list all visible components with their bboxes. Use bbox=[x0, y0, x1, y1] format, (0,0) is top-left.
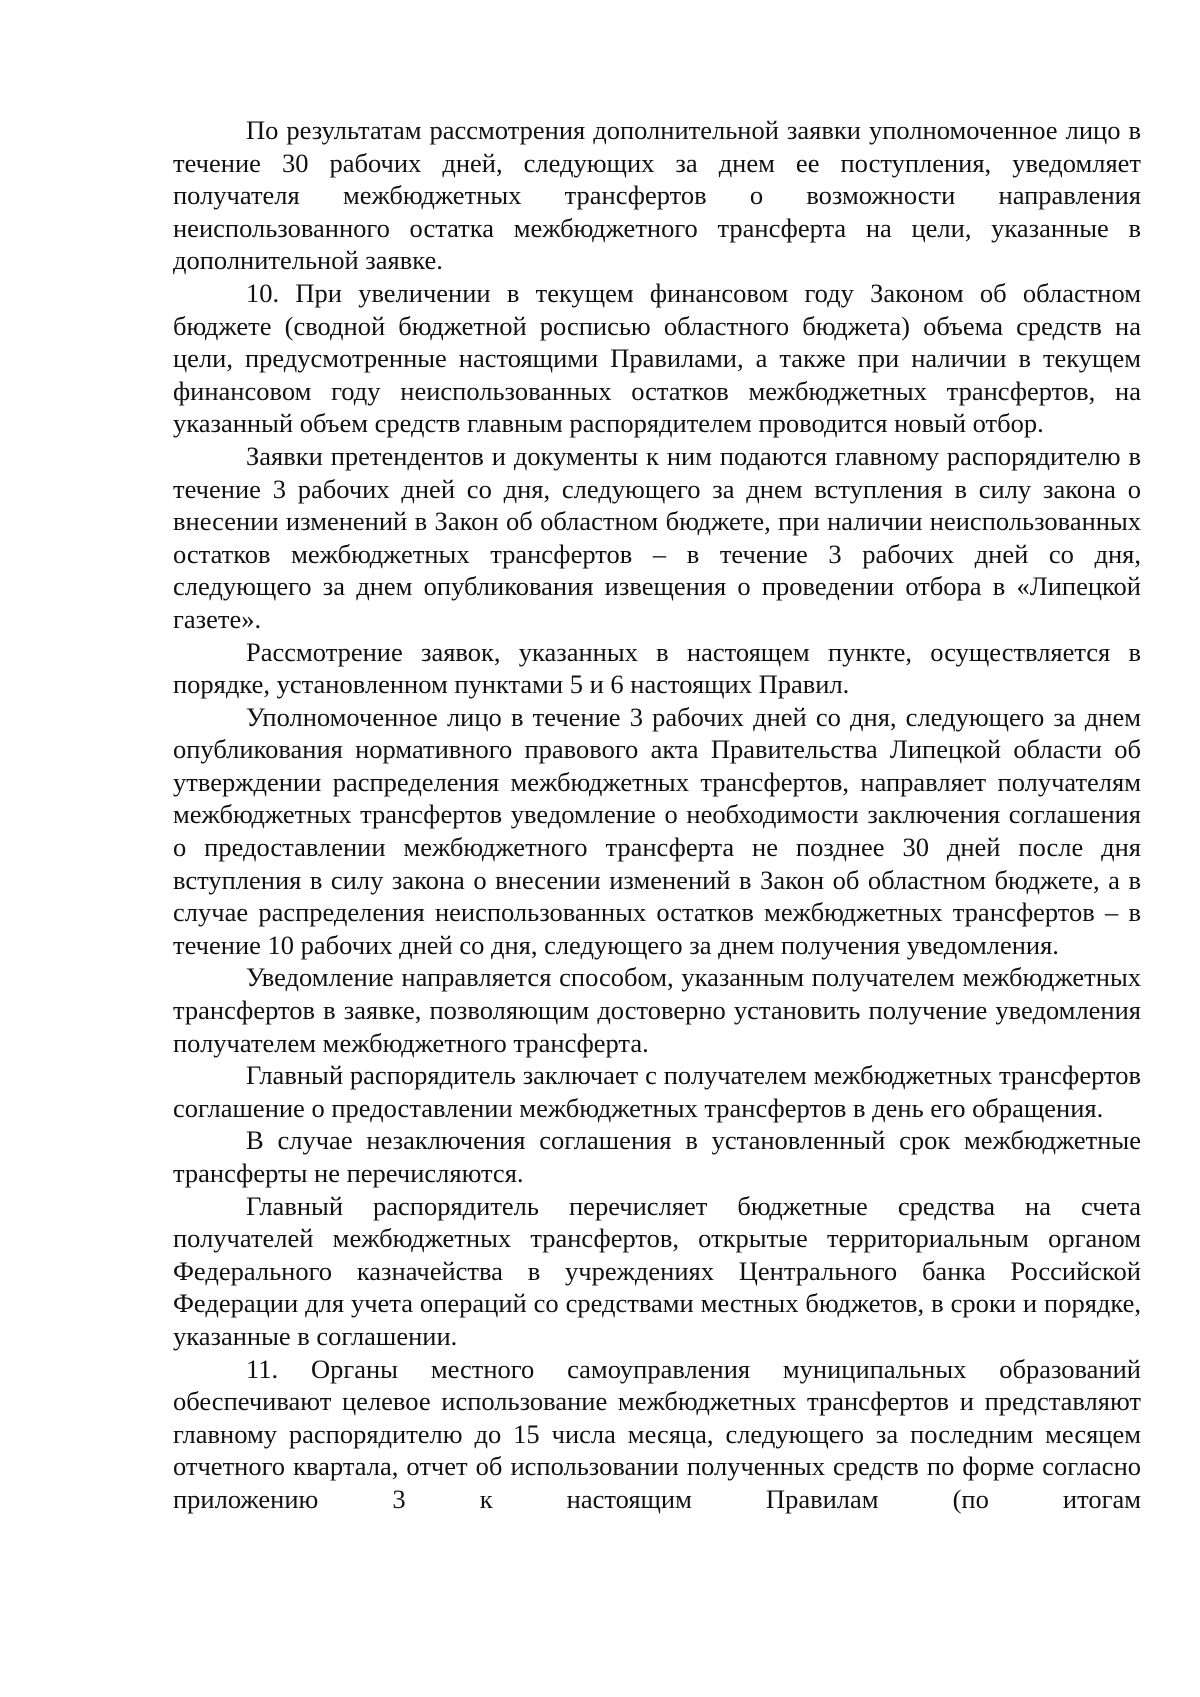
paragraph-1: По результатам рассмотрения дополнительной заявки уполномоченное лицо в течение 30 рабочих дней, следующих за днем ее поступления, уведомляет получателя межбюджетных трансфертов о возможности направления неиспользованного остатка межбюджетного трансферта на цели, указанные в дополнительной заявке. bbox=[173, 115, 1141, 276]
paragraph-3: Заявки претендентов и документы к ним подаются главному распорядителю в течение 3 рабочих дней со дня, следующего за днем вступления в силу закона о внесении изменений в Закон об областном бюджете, при наличии неиспользованных остатков межбюджетных трансфертов – в течение 3 рабочих дней со дня, следующего за днем опубликования извещения о проведении отбора в «Липецкой газете». bbox=[173, 440, 1141, 634]
paragraph-8: В случае незаключения соглашения в установленный срок межбюджетные трансферты не перечисляются. bbox=[173, 1125, 1141, 1188]
paragraph-6: Уведомление направляется способом, указанным получателем межбюджетных трансфертов в заявке, позволяющим достоверно установить получение уведомления получателем межбюджетного трансферта. bbox=[173, 962, 1141, 1058]
paragraph-7: Главный распорядитель заключает с получателем межбюджетных трансфертов соглашение о предоставлении межбюджетных трансфертов в день его обращения. bbox=[173, 1060, 1141, 1123]
paragraph-5: Уполномоченное лицо в течение 3 рабочих дней со дня, следующего за днем опубликования нормативного правового акта Правительства Липецкой области об утверждении распределения межбюджетных трансфертов, направляет получателям межбюджетных трансфертов уведомление о необходимости заключения соглашения о предоставлении межбюджетного трансферта не позднее 30 дней после дня вступления в силу закона о внесении изменений в Закон об областном бюджете, а в случае распределения неиспользованных остатков межбюджетных трансфертов – в течение 10 рабочих дней со дня, следующего за днем получения уведомления. bbox=[173, 701, 1141, 960]
paragraph-2: 10. При увеличении в текущем финансовом году Законом об областном бюджете (сводной бюджетной росписью областного бюджета) объема средств на цели, предусмотренные настоящими Правилами, а также при наличии в текущем финансовом году неиспользованных остатков межбюджетных трансфертов, на указанный объем средств главным распорядителем проводится новый отбор. bbox=[173, 277, 1141, 439]
paragraph-10: 11. Органы местного самоуправления муниципальных образований обеспечивают целевое использование межбюджетных трансфертов и представляют главному распорядителю до 15 числа месяца, следующего за последним месяцем отчетного квартала, отчет об использовании полученных средств по форме согласно приложению 3 к настоящим Правилам (по итогам bbox=[173, 1353, 1141, 1514]
paragraph-4: Рассмотрение заявок, указанных в настоящем пункте, осуществляется в порядке, установленном пунктами 5 и 6 настоящих Правил. bbox=[173, 636, 1141, 700]
paragraph-9: Главный распорядитель перечисляет бюджетные средства на счета получателей межбюджетных трансфертов, открытые территориальным органом Федерального казначейства в учреждениях Центрального банка Российской Федерации для учета операций со средствами местных бюджетов, в сроки и порядке, указанные в соглашении. bbox=[173, 1190, 1141, 1351]
document-page bbox=[173, 114, 1141, 1516]
